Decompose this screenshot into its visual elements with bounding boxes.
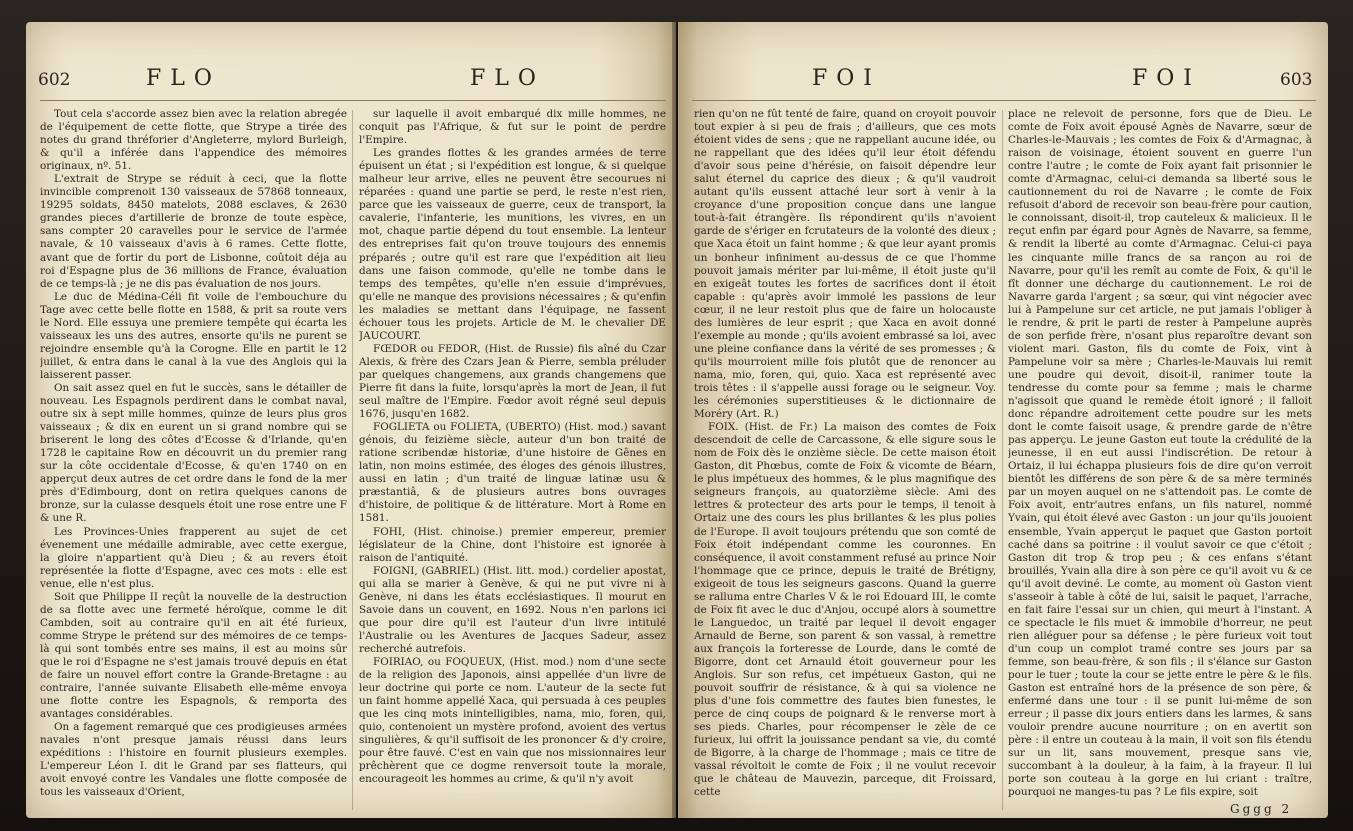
paragraph: FOIRIAO, ou FOQUEUX, (Hist. mod.) nom d'une secte de la religion des Japonois, ainsi appellée d'un livre de leur doctrine qui porte ce nom. L'auteur de la secte fut un faint homme appellé Xaca, qui persuada à ces peuples que les cinq mots inintelligibles, nama, mio, foren, qui, quio, contenoient un mystère profond, avoient des vertus singulières, & qu'il suffisoit de les prononcer & d'y croire, pour être fauvé. C'est en vain que nos missionnaires leur prêchèrent que ce dogme renversoit toute la morale, encourageoit les hommes au crime, & qu'il n'y avoit xyxy=(359,655,666,786)
left-page xyxy=(26,22,676,818)
right-page-number: 603 xyxy=(1280,70,1313,90)
paragraph: Les grandes flottes & les grandes armées de terre épuisent un état ; si l'expédition est longue, & si quelque malheur leur arrive, elles ne peuvent être secourues ni réparées : quand une partie se perd, le reste n'est rien, parce que les vaisseaux de guerre, ceux de transport, la cavalerie, l'infanterie, les munitions, les vivres, en un mot, chaque partie dépend du tout ensemble. La lenteur des entreprises fait qu'on trouve toujours des ennemis préparés ; outre qu'il est rare que l'expédition ait lieu dans une faison commode, qu'elle ne tombe dans le temps des tempêtes, qu'elle n'en essuie d'imprévues, qu'elle ne manque des provisions nécessaires ; & qu'enfin les maladies se mettant dans l'équipage, ne fassent échouer tous les projets. Article de M. le chevalier DE JAUCOURT. xyxy=(359,147,666,342)
right-column-divider xyxy=(1002,110,1003,810)
paragraph: FŒDOR ou FEDOR, (Hist. de Russie) fils aîné du Czar Alexis, & frère des Czars Jean & Pierre, sembla préluder par quelques changemens, aux grands changemens que Pierre fit dans la fuite, lorsqu'après la mort de Jean, il fut seul maître de l'Empire. Fœdor avoit régné seul depuis 1676, jusqu'en 1682. xyxy=(359,342,666,421)
signature-mark: Gggg 2 xyxy=(1230,802,1293,816)
paragraph: Le duc de Médina-Céli fit voile de l'embouchure du Tage avec cette belle flotte en 1588, & prit sa route vers le Nord. Elle essuya une premiere tempête qui écarta les vaisseaux les uns des autres, ensorte qu'ils ne purent se rejoindre ensemble qu'à la Corogne. Elle en partit le 12 juillet, & entra dans le canal à la vue des Anglois qui la laisserent passer. xyxy=(40,290,347,381)
paragraph: FOIX. (Hist. de Fr.) La maison des comtes de Foix descendoit de celle de Carcassone, & elle sigure sous le nom de Foix dès le onzième siècle. De cette maison étoit Gaston, dit Phœbus, comte de Foix & vicomte de Béarn, le plus impétueux des hommes, & le plus magnifique des seigneurs françois, au quatorzième siècle. Ami des lettres & protecteur des arts pour le temps, il tenoit à Ortaiz une des cours les plus brillantes & les plus polies de l'Europe. Il avoit toujours prétendu que son comté de Foix étoit indépendant comme les couronnes. En conséquence, il avoit constamment refusé au prince Noir l'hommage que ce prince, depuis le traité de Brétigny, exigeoit de tous les seigneurs gascons. Quand la guerre se ralluma entre Charles V & le roi Edouard III, le comte de Foix fit avec le duc d'Anjou, occupé alors à soumettre le Languedoc, un traité par lequel il devoit engager Arnauld de Berne, son parent & son vassal, à remettre aux françois la forteresse de Lourde, dans le comté de Bigorre, dont cet Arnauld étoit gouverneur pour les Anglois. Sur son refus, cet impétueux Gaston, qui ne pouvoit souffrir de résistance, & à qui sa violence ne plus d'une fois commettre des fautes bien funestes, le perce de cinq coups de poignard & le renverse mort à ses pieds. Charles, pour récompenser le zèle de ce furieux, lui offrit la jouissance pendant sa vie, du comté de Bigorre, à la charge de l'hommage ; mais ce titre de vassal révoltoit le comte de Foix ; il ne voulut recevoir que le château de Mauvezin, parceque, dit Froissard, cette xyxy=(694,421,996,799)
left-column-1 xyxy=(40,108,347,818)
paragraph: rien qu'on ne fût tenté de faire, quand on croyoit pouvoir tout expier à si peu de frais ; d'ailleurs, que ces mots étoient vides de sens ; que ne rappellant aucune idée, ou ne rappellant que des idées qu'il leur étoit défendu d'avoir sous peine d'hérésie, on faisoit dépendre leur salut éternel du caprice des dieux ; & qu'il vaudroit autant qu'ils eussent attaché leur sort à venir à la croyance d'une proposition conçue dans une langue tout-à-fait étrangère. Ils répondirent qu'ils n'avoient garde de s'ériger en fcrutateurs de la volonté des dieux ; que Xaca étoit un faint homme ; & que leur ayant promis un bonheur infiniment au-dessus de ce que l'homme pouvoit jamais mériter par lui-même, il étoit juste qu'il en exigeât toutes les fortes de sacrifices dont il étoit capable : qu'après avoir immolé les passions de leur cœur, il ne leur restoit plus que de faire un holocauste des lumières de leur esprit ; que Xaca en avoit donné l'exemple au monde ; qu'ils avoient embrassé sa loi, avec une pleine confiance dans la vérité de ses promesses ; & qu'ils mourroient mille fois plutôt que de renoncer au nama, mio, foren, qui, quio. Xaca est représenté avec trois têtes : il s'appelle aussi forage ou le seigneur. Voy. les cérémonies superstitieuses & le dictionnaire de Moréry (Art. R.) xyxy=(694,108,996,421)
left-page-number: 602 xyxy=(38,70,71,90)
left-column-2 xyxy=(359,108,666,818)
paragraph: Tout cela s'accorde assez bien avec la relation abregée de l'équipement de cette flotte, que Strype a tirée des notes du grand thréforier d'Angleterre, mylord Burleigh, & qu'il a inférée dans l'appendice des mémoires originaux, nº. 51. xyxy=(40,108,347,173)
paragraph: On a fagement remarqué que ces prodigieuses armées navales n'ont presque jamais réussi dans leurs expéditions : l'histoire en fournit plusieurs exemples. L'empereur Léon I. dit le Grand par ses flatteurs, qui avoit envoyé contre les Vandales une flotte composée de tous les vaisseaux d'Orient, xyxy=(40,721,347,799)
left-header-left: FLO xyxy=(146,66,221,91)
right-page xyxy=(678,22,1328,818)
paragraph: FOIGNI, (GABRIEL) (Hist. litt. mod.) cordelier apostat, qui alla se marier à Genève, & qui ne put vivre ni à Genève, ni dans les états ecclésiastiques. Il mourut en Savoie dans un couvent, en 1692. Nous n'en parlons ici que pour dire qu'il est l'auteur d'un livre intitulé l'Australie ou les Aventures de Jacques Sadeur, assez recherché autrefois. xyxy=(359,564,666,655)
paragraph: On sait assez quel en fut le succès, sans le détailler de nouveau. Les Espagnols perdirent dans le combat naval, outre six à sept mille hommes, quinze de leurs plus gros vaisseaux ; & dix en eurent un si grand nombre qui se briserent le long des côtes d'Ecosse & d'Irlande, qu'en 1728 le capitaine Row en découvrit un du premier rang sur la côte occidentale d'Ecosse, & qu'en 1740 on en apperçut deux autres de cet ordre dans le fond de la mer près d'Edimbourg, dont on retira quelques canons de bronze, sur la culasse desquels étoit une rose entre une F & une R. xyxy=(40,381,347,525)
right-header-rule xyxy=(692,100,1316,101)
paragraph: sur laquelle il avoit embarqué dix mille hommes, ne conquit pas l'Afrique, & fut sur le point de perdre l'Empire. xyxy=(359,108,666,147)
left-header-right: FLO xyxy=(470,66,545,91)
paragraph: FOGLIETA ou FOLIETA, (UBERTO) (Hist. mod.) savant génois, du feizième siècle, auteur d'un bon traité de ratione scribendæ historiæ, d'une histoire de Gênes en latin, non moins estimée, des éloges des génois illustres, aussi en latin ; d'un traité de linguæ latinæ usu & præstantiâ, & de plusieurs autres bons ouvrages d'histoire, de politique & de littérature. Mort à Rome en 1581. xyxy=(359,421,666,525)
right-header-right: FOI xyxy=(1132,66,1201,91)
paragraph: Les Provinces-Unies frapperent au sujet de cet évenement une médaille admirable, avec cette exergue, la gloire n'appartient qu'à Dieu ; & au revers étoit représentée la flotte d'Espagne, avec ces mots : elle est venue, elle n'est plus. xyxy=(40,525,347,590)
paragraph: Soit que Philippe II reçût la nouvelle de la destruction de sa flotte avec une fermeté héroïque, comme le dit Cambden, soit au contraire qu'il en ait été furieux, comme Strype le prétend sur des mémoires de ce temps-là qui sont tombés entre ses mains, il est au moins sûr que le roi d'Espagne ne s'est jamais trouvé depuis en état de faire un nouvel effort contre la Grande-Bretagne : au contraire, l'année suivante Elisabeth elle-même envoya une flotte contre les Espagnols, & remporta des avantages considérables. xyxy=(40,590,347,721)
paragraph: L'extrait de Strype se réduit à ceci, que la flotte invincible comprenoit 130 vaisseaux de 57868 tonneaux, 19295 soldats, 8450 matelots, 2088 esclaves, & 2630 grandes pieces d'artillerie de bronze de toute espèce, sans compter 20 caravelles pour le service de l'armée navale, & 10 vaisseaux d'avis à 6 rames. Cette flotte, avant que de fortir du port de Lisbonne, coûtoit déja au roi d'Espagne plus de 36 millions de France, évaluation de ce temps-là ; je ne dis pas évaluation de nos jours. xyxy=(40,173,347,290)
left-column-divider xyxy=(352,110,353,810)
right-column-1 xyxy=(694,108,996,818)
paragraph: FOHI, (Hist. chinoise.) premier empereur, premier législateur de la Chine, dont l'histoire est ignorée à raison de l'antiquité. xyxy=(359,525,666,564)
right-column-2 xyxy=(1008,108,1312,798)
left-header-rule xyxy=(40,100,666,101)
paragraph: place ne relevoit de personne, fors que de Dieu. Le comte de Foix avoit épousé Agnès de Navarre, sœur de Charles-le-Mauvais ; les comtes de Foix & d'Armagnac, à raison de voisinage, étoient souvent en guerre l'un contre l'autre ; le comte de Foix ayant fait prisonnier le comte d'Armagnac, celui-ci demanda sa liberté sous le cautionnement du roi de Navarre ; le comte de Foix refusoit d'abord de recevoir son beau-frère pour caution, le connoissant, disoit-il, trop cauteleux & malicieux. Il le reçut enfin par égard pour Agnès de Navarre, sa femme, & rendit la liberté au comte d'Armagnac. Celui-ci paya les cinquante mille francs de sa rançon au roi de Navarre, pour qu'il les remît au comte de Foix, & qu'il le fît donner une décharge du cautionnement. Le roi de Navarre garda l'argent ; sa sœur, qui vint négocier avec lui à Pampelune sur cet article, ne put jamais l'obliger à le rendre, & prit le parti de rester à Pampelune auprès de son perfide frère, n'osant plus reparoître devant son violent mari. Gaston, fils du comte de Foix, vint à Pampelune voir sa mère ; Charles-le-Mauvais lui remit une poudre qui devoit, disoit-il, ranimer toute la tendresse du comte pour sa femme ; mais le charme n'agissoit que quand le remède étoit ignoré ; il falloit donc répandre adroitement cette poudre sur les mets dont le comte faisoit usage, & prendre garde de n'être pas apperçu. Le jeune Gaston eut toute la crédulité de la jeunesse, il en eut aussi l'indiscrétion. De retour à Ortaiz, il lui échappa plusieurs fois de dire qu'on verroit bientôt les différens de son père & de sa mère terminés par un moyen auquel on ne s'attendoit pas. Le comte de Foix avoit, entr'autres enfans, un fils naturel, nommé Yvain, qui étoit élevé avec Gaston : un jour qu'ils jouoient ensemble, Yvain apperçut le paquet que Gaston portoit caché dans sa poitrine : il voulut savoir ce que c'étoit ; Gaston dit trop & trop peu ; & ces enfans s'étant brouillés, Yvain alla dire à son père ce qu'il avoit vu & ce qu'il avoit deviné. Le comte, au moment où Gaston vient s'asseoir à table à côté de lui, saisit le paquet, l'arrache, en fait faire l'essai sur un chien, qui meurt à l'instant. A ce spectacle le fils muet & immobile d'horreur, ne peut rien alléguer pour sa défense ; le père furieux voit tout d'un coup un complot tramé contre ses jours par sa femme, son beau-frère, & son fils ; il s'élance sur Gaston pour le tuer ; toute la cour se jette entre le père & le fils. Gaston est entraîné hors de la présence de son père, & enfermé dans une tour : il se punit lui-même de son erreur ; il passe dix jours entiers dans les larmes, & sans vouloir prendre aucune nourriture ; on en avertit son père : il entre un couteau à la main, il voit son fils étendu sur un lit, sans mouvement, presque sans vie, succombant à la douleur, à la faim, à la frayeur. Il lui porte son couteau à la gorge en lui criant : traître, pourquoi ne manges-tu pas ? Le fils expire, soit xyxy=(1008,108,1312,798)
right-header-left: FOI xyxy=(812,66,881,91)
